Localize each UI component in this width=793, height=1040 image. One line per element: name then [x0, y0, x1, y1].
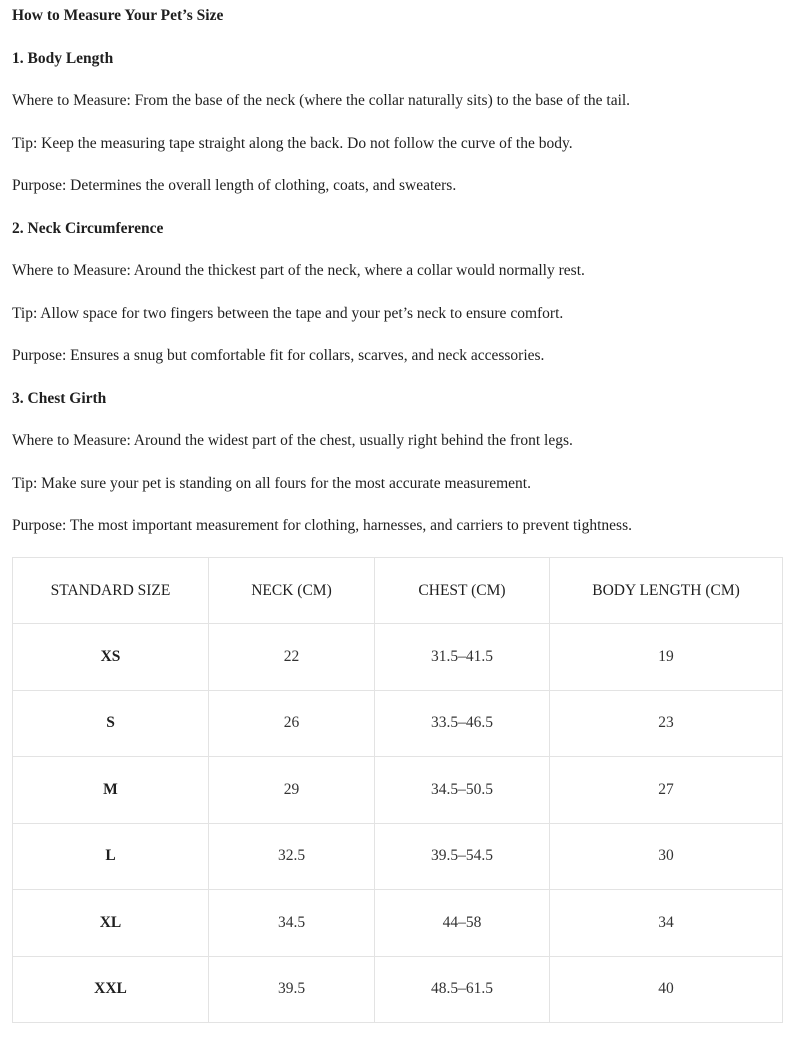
chest-purpose: Purpose: The most important measurement for clothing, harnesses, and carriers to prevent tightness. — [12, 517, 632, 534]
header-chest: CHEST (CM) — [375, 558, 550, 624]
neck-cell: 39.5 — [209, 956, 375, 1023]
table-header-row — [13, 558, 783, 624]
size-chart-table — [12, 557, 783, 1023]
table-row — [13, 890, 783, 957]
table-row — [13, 624, 783, 691]
body-length-purpose: Purpose: Determines the overall length of clothing, coats, and sweaters. — [12, 177, 457, 194]
header-body-length: BODY LENGTH (CM) — [550, 558, 783, 624]
neck-cell: 22 — [209, 624, 375, 691]
neck-cell: 32.5 — [209, 823, 375, 890]
chest-cell: 33.5–46.5 — [375, 690, 550, 757]
table-row — [13, 823, 783, 890]
size-cell: L — [13, 823, 209, 890]
neck-purpose: Purpose: Ensures a snug but comfortable fit for collars, scarves, and neck accessories. — [12, 347, 545, 364]
section-heading-chest-girth: 3. Chest Girth — [12, 390, 107, 407]
body-length-where: Where to Measure: From the base of the neck (where the collar naturally sits) to the base of the tail. — [12, 92, 631, 109]
size-cell: M — [13, 757, 209, 824]
neck-tip: Tip: Allow space for two fingers between the tape and your pet’s neck to ensure comfort. — [12, 305, 564, 322]
size-cell: XL — [13, 890, 209, 957]
chest-cell: 39.5–54.5 — [375, 823, 550, 890]
chest-where: Where to Measure: Around the widest part of the chest, usually right behind the front legs. — [12, 432, 573, 449]
header-standard-size: STANDARD SIZE — [13, 558, 209, 624]
body-length-tip: Tip: Keep the measuring tape straight along the back. Do not follow the curve of the body. — [12, 135, 573, 152]
size-cell: S — [13, 690, 209, 757]
table-row — [13, 956, 783, 1023]
neck-cell: 34.5 — [209, 890, 375, 957]
body-length-cell: 19 — [550, 624, 783, 691]
table-row — [13, 690, 783, 757]
neck-cell: 26 — [209, 690, 375, 757]
body-length-cell: 30 — [550, 823, 783, 890]
body-length-cell: 23 — [550, 690, 783, 757]
size-cell: XXL — [13, 956, 209, 1023]
body-length-cell: 34 — [550, 890, 783, 957]
size-cell: XS — [13, 624, 209, 691]
chest-tip: Tip: Make sure your pet is standing on all fours for the most accurate measurement. — [12, 475, 531, 492]
neck-cell: 29 — [209, 757, 375, 824]
body-length-cell: 27 — [550, 757, 783, 824]
page-title: How to Measure Your Pet’s Size — [12, 7, 224, 24]
section-heading-neck-circumference: 2. Neck Circumference — [12, 220, 164, 237]
header-neck: NECK (CM) — [209, 558, 375, 624]
neck-where: Where to Measure: Around the thickest part of the neck, where a collar would normally rest. — [12, 262, 585, 279]
chest-cell: 31.5–41.5 — [375, 624, 550, 691]
chest-cell: 48.5–61.5 — [375, 956, 550, 1023]
table-row — [13, 757, 783, 824]
section-heading-body-length: 1. Body Length — [12, 50, 114, 67]
chest-cell: 34.5–50.5 — [375, 757, 550, 824]
chest-cell: 44–58 — [375, 890, 550, 957]
body-length-cell: 40 — [550, 956, 783, 1023]
